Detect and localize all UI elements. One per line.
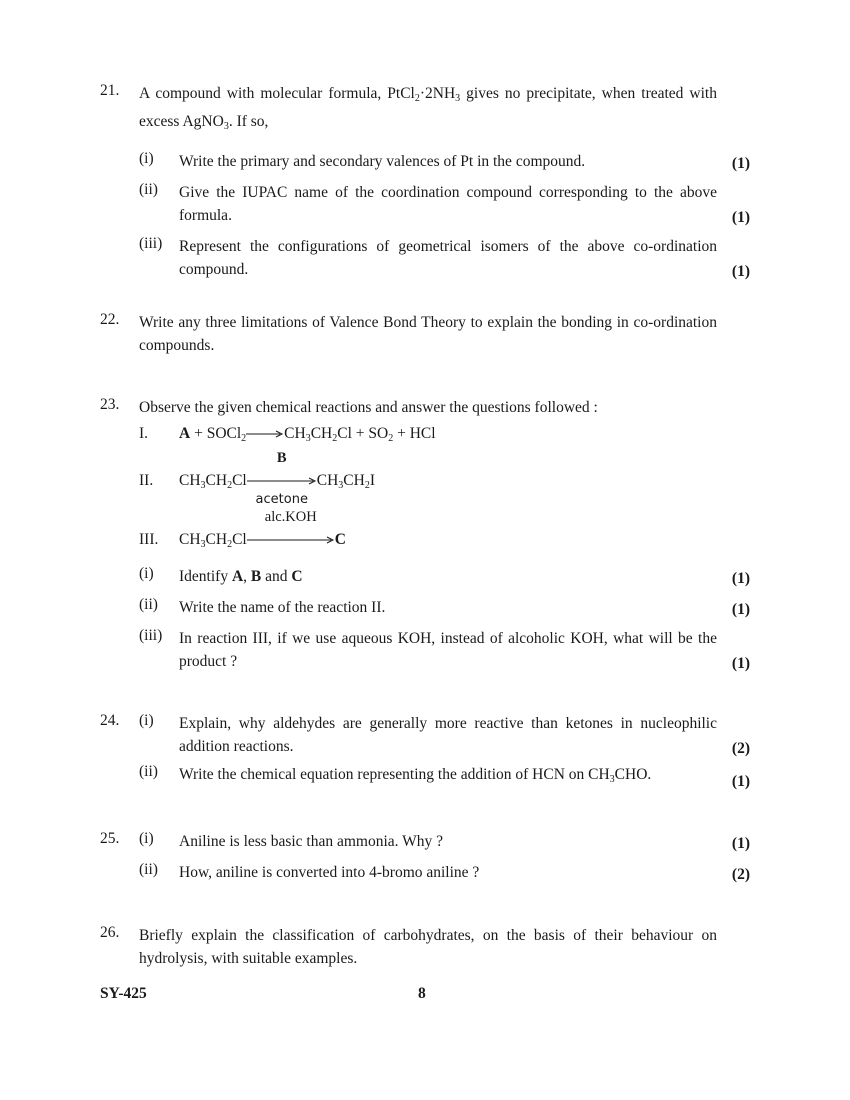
sub-number: (ii) bbox=[139, 596, 158, 613]
product-text: CH bbox=[343, 472, 365, 489]
sub-text-part: CHO. bbox=[614, 766, 652, 783]
reactant-a: A bbox=[179, 425, 191, 442]
q21-text-b: ·2NH bbox=[419, 85, 456, 102]
subscript: 2 bbox=[388, 433, 394, 444]
marks: (1) bbox=[731, 773, 750, 790]
sub-number: (ii) bbox=[139, 861, 158, 878]
question-23 bbox=[100, 396, 750, 673]
question-number: 24. bbox=[100, 712, 120, 729]
sub-number: (ii) bbox=[139, 181, 158, 198]
product-text: CH bbox=[316, 472, 339, 489]
reactant-text: CH bbox=[205, 531, 228, 548]
reaction-arrow-group bbox=[247, 509, 335, 549]
sub-text-part: , bbox=[243, 568, 251, 585]
sub-question bbox=[100, 596, 750, 619]
sub-number: (i) bbox=[139, 712, 154, 729]
sub-text: Give the IUPAC name of the coordination compound corresponding to the above formula. bbox=[179, 184, 717, 224]
reactant-text: CH bbox=[179, 472, 201, 489]
question-number: 25. bbox=[100, 830, 120, 847]
reaction-equation bbox=[179, 425, 436, 444]
subscript: 3 bbox=[305, 433, 311, 444]
reactant-text: + SOCl bbox=[190, 425, 242, 442]
sub-text-part: and bbox=[261, 568, 292, 585]
reactant-text: CH bbox=[179, 531, 201, 548]
sub-question bbox=[100, 565, 750, 588]
reagent-above: alc.KOH bbox=[264, 509, 317, 525]
reactant-text: CH bbox=[205, 472, 228, 489]
sub-text: In reaction III, if we use aqueous KOH, instead of alcoholic KOH, what will be the product ? bbox=[179, 630, 717, 670]
reaction-number: I. bbox=[139, 425, 149, 442]
reactant-text: Cl bbox=[232, 531, 247, 548]
marks: (1) bbox=[731, 570, 750, 587]
question-text: Observe the given chemical reactions and answer the questions followed : bbox=[139, 399, 598, 416]
reagent-above: B bbox=[276, 450, 287, 466]
reaction-1 bbox=[100, 425, 750, 455]
sub-number: (iii) bbox=[139, 627, 163, 644]
question-number: 21. bbox=[100, 82, 120, 99]
subscript: 3 bbox=[338, 480, 344, 491]
reaction-2 bbox=[100, 450, 750, 512]
reagent-below: acetone bbox=[255, 492, 308, 507]
question-text: Write any three limitations of Valence Bond Theory to explain the bonding in co-ordination compounds. bbox=[139, 314, 717, 354]
bold-b: B bbox=[250, 568, 262, 585]
sub-question bbox=[100, 627, 750, 673]
subscript: 3 bbox=[609, 774, 615, 785]
q21-text-d: . If so, bbox=[228, 113, 269, 130]
marks: (1) bbox=[731, 209, 750, 226]
marks: (2) bbox=[731, 866, 750, 883]
q21-sub-a: 2 bbox=[414, 93, 420, 104]
marks: (1) bbox=[731, 655, 750, 672]
sub-question bbox=[100, 235, 750, 281]
bold-a: A bbox=[231, 568, 244, 585]
reaction-number: II. bbox=[139, 472, 154, 489]
subscript: 2 bbox=[241, 433, 247, 444]
bold-c: C bbox=[291, 568, 303, 585]
product-text: Cl + SO bbox=[337, 425, 389, 442]
question-number: 26. bbox=[100, 924, 120, 941]
sub-question bbox=[100, 181, 750, 227]
question-21 bbox=[100, 82, 750, 281]
sub-question bbox=[100, 712, 750, 758]
marks: (1) bbox=[731, 263, 750, 280]
sub-question bbox=[100, 763, 750, 791]
product-text: CH bbox=[284, 425, 306, 442]
subscript: 2 bbox=[332, 433, 338, 444]
product-text: CH bbox=[310, 425, 333, 442]
sub-text: Explain, why aldehydes are generally more reactive than ketones in nucleophilic addition reactions. bbox=[179, 715, 717, 755]
sub-text: Aniline is less basic than ammonia. Why ? bbox=[179, 833, 444, 850]
marks: (1) bbox=[731, 835, 750, 852]
reaction-arrow bbox=[247, 476, 317, 486]
subscript: 3 bbox=[200, 480, 206, 491]
product-text: + HCl bbox=[393, 425, 436, 442]
sub-text: Represent the configurations of geometrical isomers of the above co-ordination compound. bbox=[179, 238, 717, 278]
question-24 bbox=[100, 712, 750, 791]
question-number: 23. bbox=[100, 396, 120, 413]
sub-number: (i) bbox=[139, 150, 154, 167]
question-text bbox=[139, 82, 717, 138]
question-number: 22. bbox=[100, 311, 120, 328]
question-25 bbox=[100, 830, 750, 884]
page-number: 8 bbox=[418, 985, 426, 1002]
subscript: 2 bbox=[227, 539, 233, 550]
question-26 bbox=[100, 924, 750, 970]
product-text: I bbox=[369, 472, 376, 489]
sub-question bbox=[100, 861, 750, 884]
marks: (2) bbox=[731, 740, 750, 757]
sub-question bbox=[100, 830, 750, 853]
sub-number: (iii) bbox=[139, 235, 163, 252]
sub-number: (i) bbox=[139, 830, 154, 847]
reaction-number: III. bbox=[139, 531, 159, 548]
marks: (1) bbox=[731, 155, 750, 172]
sub-text-part: Write the chemical equation representing the addition of HCN on CH bbox=[179, 766, 610, 783]
subscript: 2 bbox=[364, 480, 370, 491]
sub-text: Write the primary and secondary valences of Pt in the compound. bbox=[179, 153, 586, 170]
reaction-arrow-group bbox=[247, 450, 317, 507]
q21-sub-c: 3 bbox=[223, 121, 229, 132]
reactant-text: Cl bbox=[232, 472, 247, 489]
subscript: 2 bbox=[227, 480, 233, 491]
paper-code: SY-425 bbox=[100, 985, 147, 1002]
q21-sub-b: 3 bbox=[455, 93, 461, 104]
sub-number: (ii) bbox=[139, 763, 158, 780]
sub-question bbox=[100, 150, 750, 173]
q21-text-a: A compound with molecular formula, PtCl bbox=[139, 85, 415, 102]
reaction-arrow bbox=[246, 429, 284, 439]
sub-text: Write the name of the reaction II. bbox=[179, 599, 386, 616]
marks: (1) bbox=[731, 601, 750, 618]
sub-text: How, aniline is converted into 4-bromo aniline ? bbox=[179, 864, 480, 881]
sub-text bbox=[179, 565, 717, 588]
reaction-3 bbox=[100, 509, 750, 561]
q21-text-c: gives no precipitate, when treated with excess AgNO bbox=[139, 85, 717, 130]
sub-text bbox=[179, 763, 717, 791]
reaction-equation bbox=[179, 509, 346, 550]
question-text: Briefly explain the classification of carbohydrates, on the basis of their behaviour on hydrolysis, with suitable examples. bbox=[139, 927, 717, 967]
sub-number: (i) bbox=[139, 565, 154, 582]
question-22 bbox=[100, 311, 750, 357]
reaction-arrow bbox=[247, 535, 335, 545]
reaction-equation bbox=[179, 450, 376, 507]
subscript: 3 bbox=[200, 539, 206, 550]
product-c: C bbox=[334, 531, 346, 548]
sub-text-part: Identify bbox=[179, 568, 232, 585]
